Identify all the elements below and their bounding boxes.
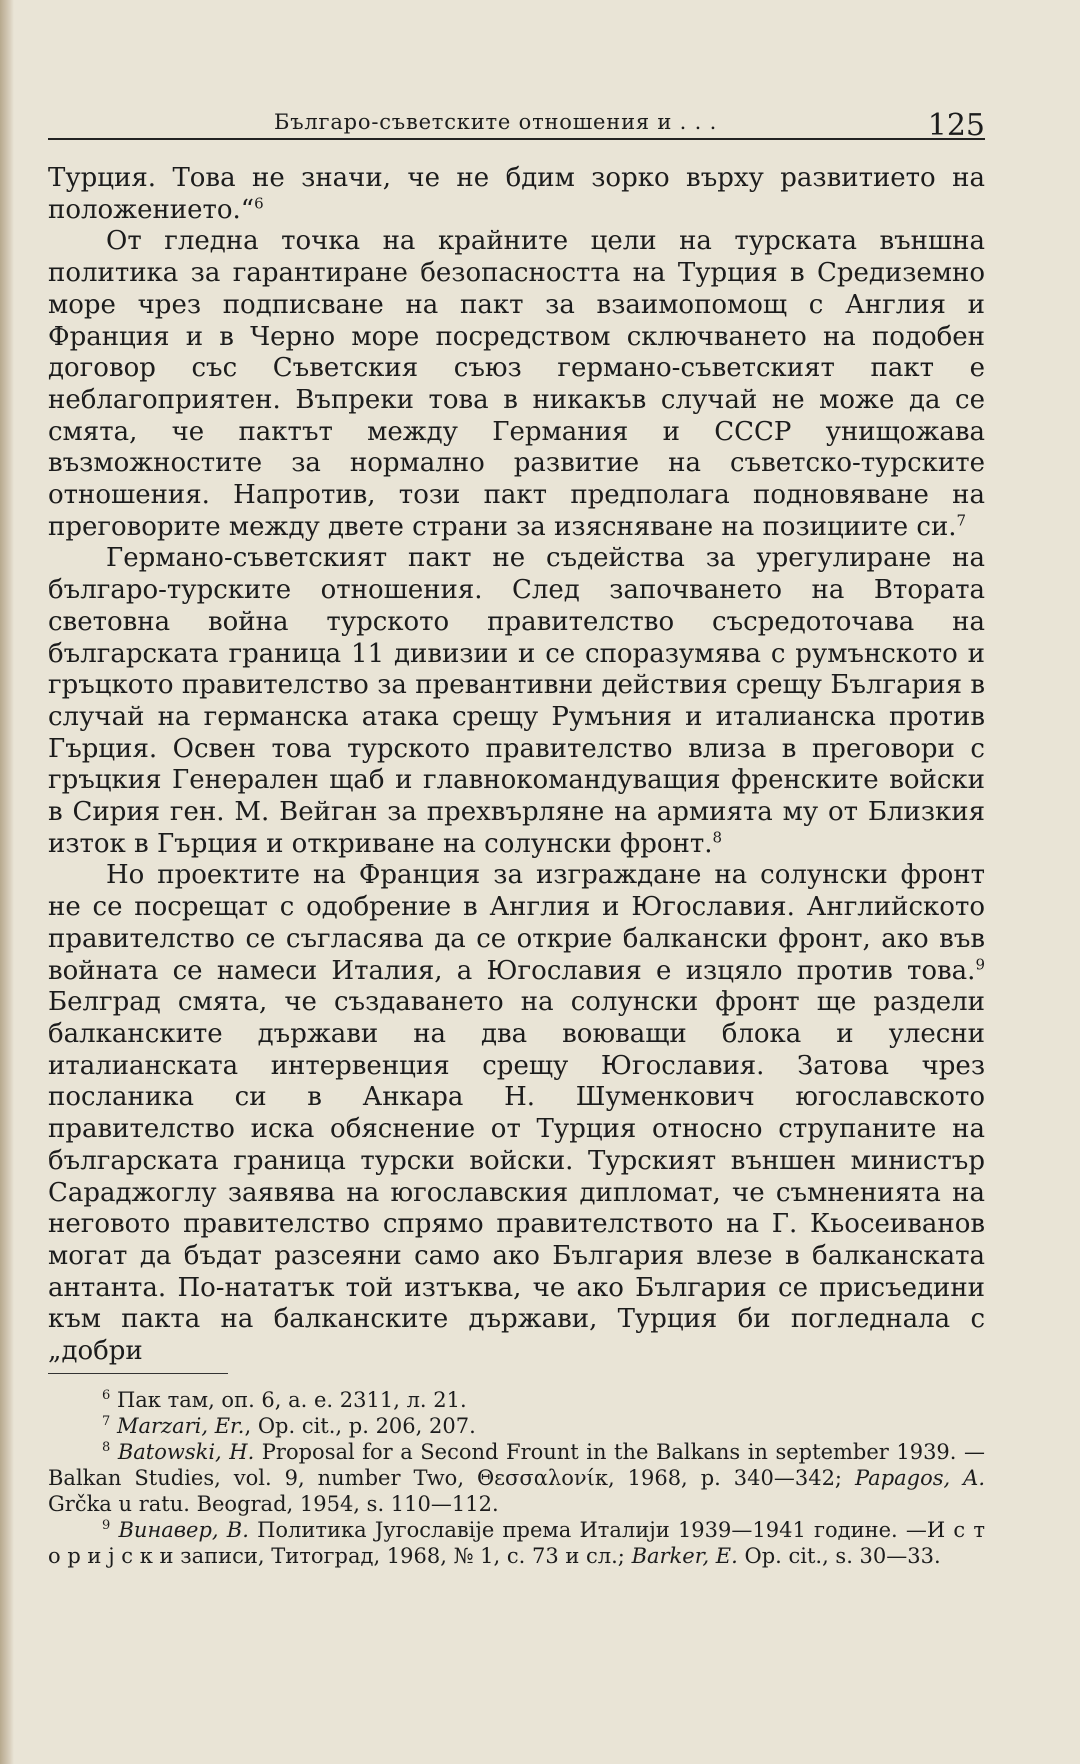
footnote: $^9$ Винавер, В. Политика Југославіје према Италији 1939—1941 године. —И с т о р и ј с к и записи, Титоград, 1968, № 1, с. 73 и сл.; Barker, E. Op. cit., s. 30—33. [48, 1518, 985, 1568]
page-number: 125 [927, 108, 985, 143]
header-rule [48, 138, 985, 140]
footnote: $^8$ Batowski, H. Proposal for a Second Frount in the Balkans in september 1939. — Balkan Studies, vol. 9, number Two, Θεσσαλονίκ, 1968, p. 340—342; Papagos, A. Grčka u ratu. Beograd, 1954, s. 110—112. [48, 1440, 985, 1516]
paragraph: Турция. Това не значи, че не бдим зорко върху развитието на положението.“$^6$ [48, 163, 985, 225]
footnote-author: Barker, E. [631, 1544, 738, 1568]
page-binding-edge [0, 0, 14, 1764]
footnote-rule [48, 1373, 228, 1374]
footnote-ref: 7 [956, 511, 967, 530]
footnote-author: Batowski, H. [117, 1440, 255, 1464]
body-text [48, 163, 985, 1368]
footnote-author: Винавер, В. [118, 1518, 249, 1542]
page-header [48, 104, 985, 143]
footnote: $^7$ Marzari, Er., Op. cit., p. 206, 207. [102, 1414, 476, 1438]
footnote-ref: 9 [975, 954, 985, 973]
footnote-author: Papagos, A. [854, 1466, 985, 1490]
footnote-ref: 8 [712, 828, 723, 847]
running-head: Българо-съветските отношения и . . . [274, 110, 718, 134]
paragraph: Но проектите на Франция за изграждане на солунски фронт не се посрещат с одобрение в Англия и Югославия. Английското правителство се съгласява да се открие балкански фронт, ако във войната се намеси Италия, а Югославия е изцяло против това.$^9$ Белград смята, че създаването на солунски фронт ще раздели балканските държави на два воюващи блока и улесни италианската интервенция срещу Югославия. Затова чрез посланика си в Анкара Н. Шуменкович югославското правителство иска обяснение от Турция относно струпаните на българската граница турски войски. Турският външен министър Сараджоглу заявява на югославския дипломат, че съмненията на неговото правителство спрямо правителството на Г. Кьосеиванов могат да бъдат разсеяни само ако България влезе в балканската антанта. По-нататък той изтъква, че ако България се присъедини към пакта на балканските държави, Турция би погледнала с „добри [48, 860, 985, 1367]
footnote-ref: 6 [254, 194, 264, 213]
footnote: $^6$ Пак там, оп. 6, а. е. 2311, л. 21. [102, 1388, 467, 1412]
footnotes [48, 1387, 985, 1569]
paragraph: Германо-съветският пакт не съдейства за урегулиране на българо-турските отношения. След започването на Втората световна война турското правителство съсредоточава на българската граница 11 дивизии и се споразумява с румънското и гръцкото правителство за превантивни действия срещу България в случай на германска атака срещу Румъния и италианска против Гърция. Освен това турското правителство влиза в преговори с гръцкия Генерален щаб и главнокомандуващия френските войски в Сирия ген. М. Вейган за прехвърляне на армията му от Близкия изток в Гърция и откриване на солунски фронт.$^8$ [48, 543, 985, 859]
footnote-author: Marzari, Er. [116, 1414, 245, 1438]
paragraph: От гледна точка на крайните цели на турската външна политика за гарантиране безопасността на Турция в Средиземно море чрез подписване на пакт за взаимопомощ с Англия и Франция и в Черно море посредством сключването на подобен договор със Съветския съюз германо-съветският пакт е неблагоприятен. Въпреки това в никакъв случай не може да се смята, че пактът между Германия и СССР унищожава възможностите за нормално развитие на съветско-турските отношения. Напротив, този пакт предполага подновяване на преговорите между двете страни за изясняване на позициите си.$^7$ [48, 226, 985, 542]
